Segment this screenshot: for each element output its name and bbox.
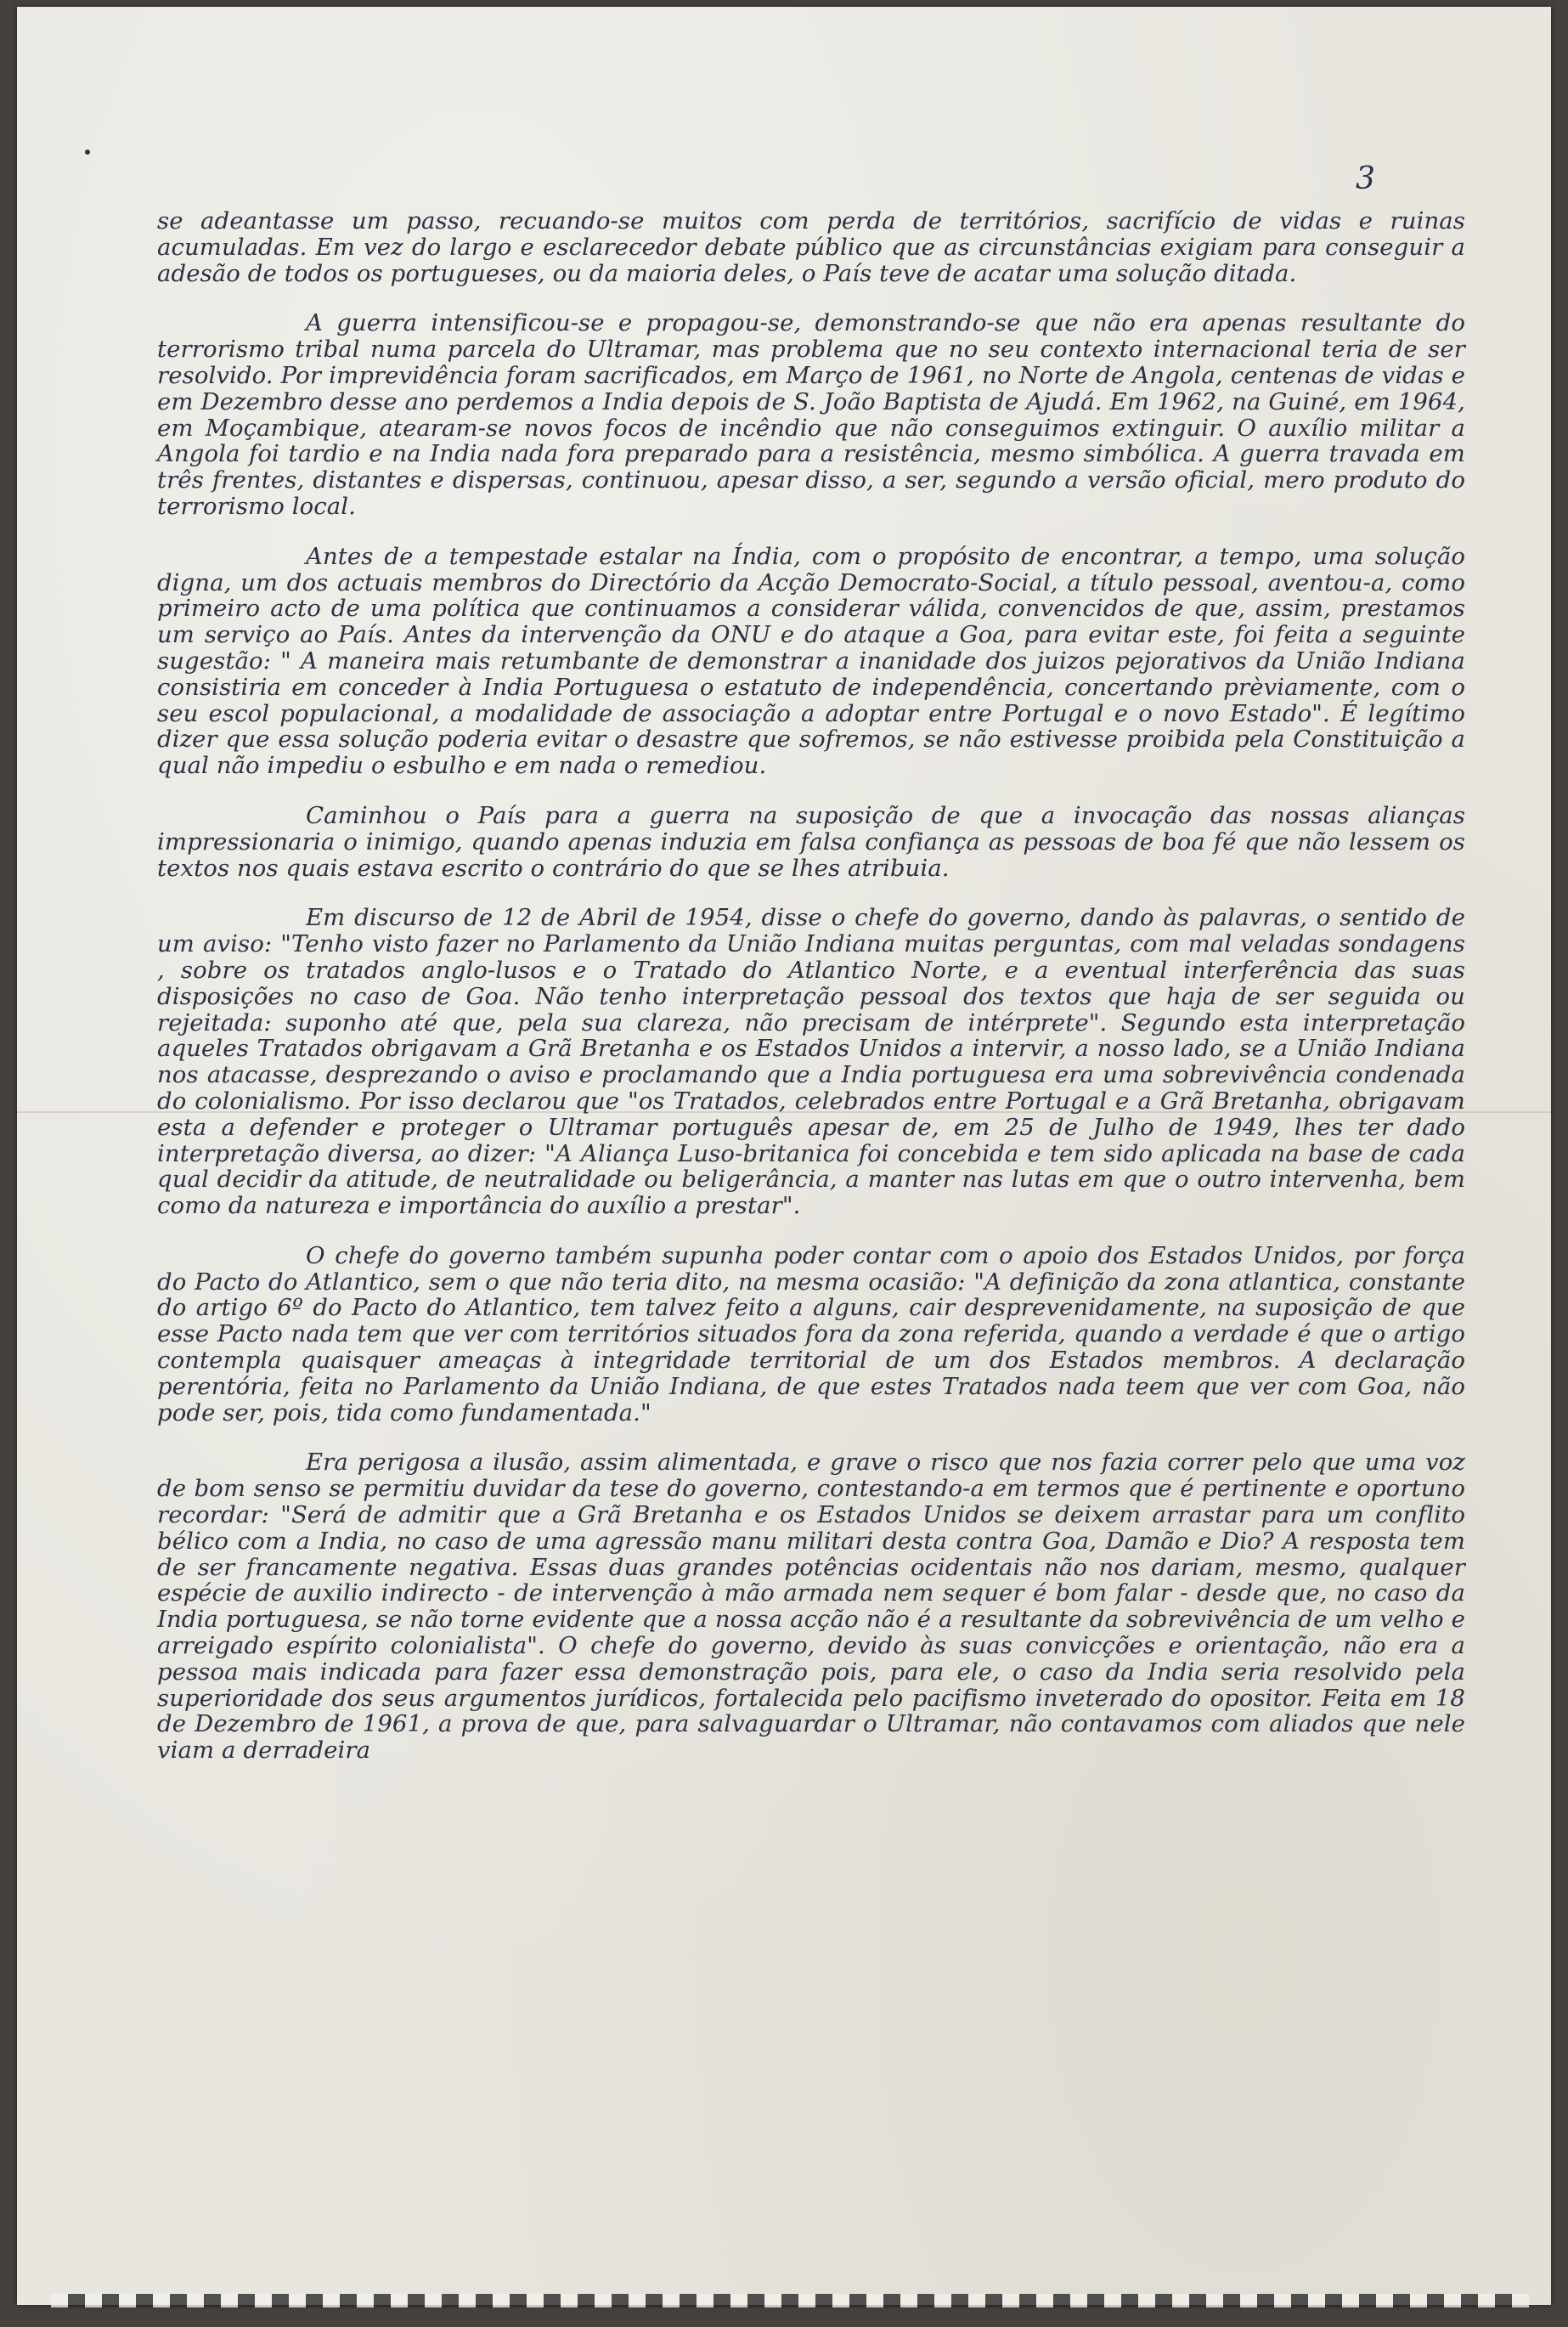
paragraph-2: A guerra intensificou-se e propagou-se, demonstrando-se que não era apenas resultante do terrorismo tribal numa parcela do Ultramar, mas problema que no seu contexto internacional teria de ser resolvido. Por imprevidência foram sacrificados, em Março de 1961, no Norte de Angola, centenas de vidas e em Dezembro desse ano perdemos a India depois de S. João Baptista de Ajudá. Em 1962, na Guiné, em 1964, em Moçambique, atearam-se novos focos de incêndio que não conseguimos extinguir. O auxílio militar a Angola foi tardio e na India nada fora preparado para a resistência, mesmo simbólica. A guerra travada em três frentes, distantes e dispersas, continuou, apesar disso, a ser, segundo a versão oficial, mero produto do terrorismo local. [157, 309, 1465, 520]
paragraph-4: Caminhou o País para a guerra na suposição de que a invocação das nossas alianças impressionaria o inimigo, quando apenas induzia em falsa confiança as pessoas de boa fé que não lessem os textos nos quais estava escrito o contrário do que se lhes atribuia. [157, 801, 1465, 882]
paragraph-5: Em discurso de 12 de Abril de 1954, disse o chefe do governo, dando às palavras, o sentido de um aviso: "Tenho visto fazer no Parlamento da União Indiana muitas perguntas, com mal veladas sondagens , sobre os tratados anglo-lusos e o Tratado do Atlantico Norte, e a eventual interferência das suas disposições no caso de Goa. Não tenho interpretação pessoal dos textos que haja de ser seguida ou rejeitada: suponho até que, pela sua clareza, não precisam de intérprete". Segundo esta interpretação aqueles Tratados obrigavam a Grã Bretanha e os Estados Unidos a intervir, a nosso lado, se a União Indiana nos atacasse, desprezando o aviso e proclamando que a India portuguesa era uma sobrevivência condenada do colonialismo. Por isso declarou que "os Tratados, celebrados entre Portugal e a Grã Bretanha, obrigavam esta a defender e proteger o Ultramar português apesar de, em 25 de Julho de 1949, lhes ter dado interpretação diversa, ao dizer: "A Aliança Luso-britanica foi concebida e tem sido aplicada na base de cada qual decidir da atitude, de neutralidade ou beligerância, a manter nas lutas em que o outro intervenha, bem como da natureza e importância do auxílio a prestar". [157, 904, 1465, 1220]
document-body [157, 208, 1465, 1788]
page-number: 3 [1356, 161, 1375, 196]
scan-color-ruler [51, 2294, 1529, 2307]
paragraph-1: se adeantasse um passo, recuando-se muitos com perda de territórios, sacrifício de vidas e ruinas acumuladas. Em vez do largo e esclarecedor debate público que as circunstâncias exigiam para conseguir a adesão de todos os portugueses, ou da maioria deles, o País teve de acatar uma solução ditada. [157, 207, 1465, 287]
ink-dot-mark [85, 150, 90, 155]
paragraph-7: Era perigosa a ilusão, assim alimentada, e grave o risco que nos fazia correr pelo que uma voz de bom senso se permitiu duvidar da tese do governo, contestando-a em termos que é pertinente e oportuno recordar: "Será de admitir que a Grã Bretanha e os Estados Unidos se deixem arrastar para um conflito bélico com a India, no caso de uma agressão manu militari desta contra Goa, Damão e Dio? A resposta tem de ser francamente negativa. Essas duas grandes potências ocidentais não nos dariam, mesmo, qualquer espécie de auxilio indirecto - de intervenção à mão armada nem sequer é bom falar - desde que, no caso da India portuguesa, se não torne evidente que a nossa acção não é a resultante da sobrevivência de um velho e arreigado espírito colonialista". O chefe do governo, devido às suas convicções e orientação, não era a pessoa mais indicada para fazer essa demonstração pois, para ele, o caso da India seria resolvido pela superioridade dos seus argumentos jurídicos, fortalecida pelo pacifismo inveterado do opositor. Feita em 18 de Dezembro de 1961, a prova de que, para salvaguardar o Ultramar, não contavamos com aliados que nele viam a derradeira [157, 1449, 1465, 1765]
paragraph-6: O chefe do governo também supunha poder contar com o apoio dos Estados Unidos, por força do Pacto do Atlantico, sem o que não teria dito, na mesma ocasião: "A definição da zona atlantica, constante do artigo 6º do Pacto do Atlantico, tem talvez feito a alguns, cair desprevenidamente, na suposição de que esse Pacto nada tem que ver com territórios situados fora da zona referida, quando a verdade é que o artigo contempla quaisquer ameaças à integridade territorial de um dos Estados membros. A declaração perentória, feita no Parlamento da União Indiana, de que estes Tratados nada teem que ver com Goa, não pode ser, pois, tida como fundamentada." [157, 1241, 1465, 1426]
paragraph-3: Antes de a tempestade estalar na Índia, com o propósito de encontrar, a tempo, uma solução digna, um dos actuais membros do Directório da Acção Democrato-Social, a título pessoal, aventou-a, como primeiro acto de uma política que continuamos a considerar válida, convencidos de que, assim, prestamos um serviço ao País. Antes da intervenção da ONU e do ataque a Goa, para evitar este, foi feita a seguinte sugestão: " A maneira mais retumbante de demonstrar a inanidade dos juizos pejorativos da União Indiana consistiria em conceder à India Portuguesa o estatuto de independência, concertando prèviamente, com o seu escol populacional, a modalidade de associação a adoptar entre Portugal e o novo Estado". É legítimo dizer que essa solução poderia evitar o desastre que sofremos, se não estivesse proibida pela Constituição a qual não impediu o esbulho e em nada o remediou. [157, 542, 1465, 780]
